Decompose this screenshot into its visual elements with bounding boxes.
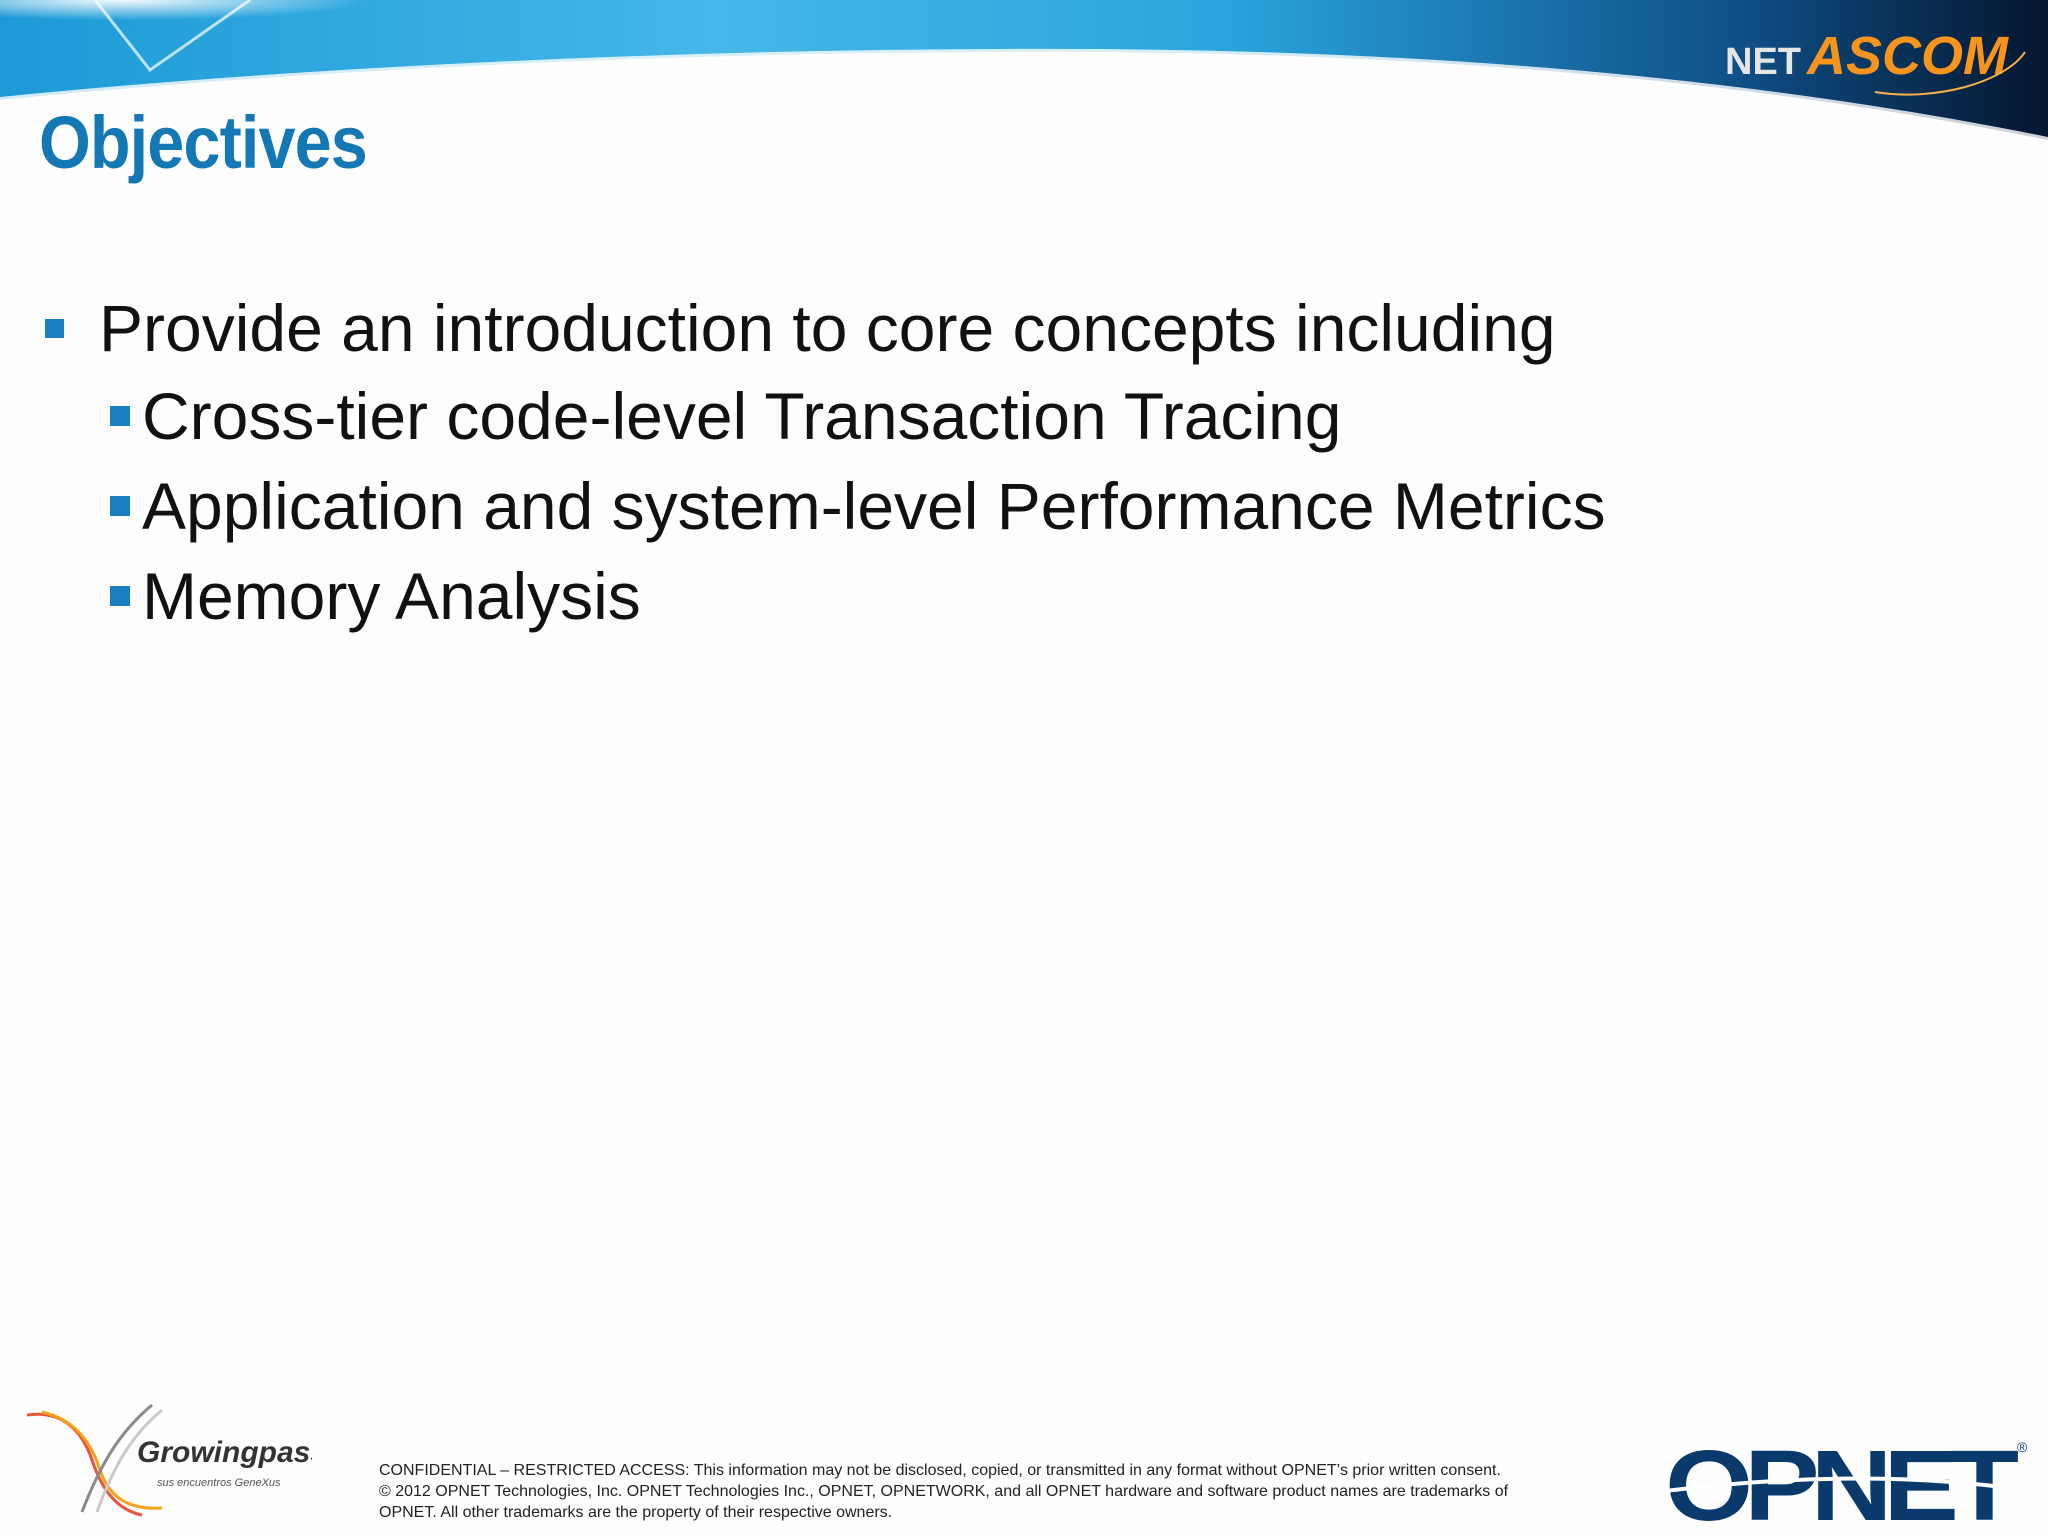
footer-line: CONFIDENTIAL – RESTRICTED ACCESS: This information may not be disclosed, copied, or transmitted in any format without OPNET’s prior written consent. (379, 1462, 1501, 1479)
growingpass-tagline-text: sus encuentros GeneXus (157, 1477, 281, 1489)
opnet-logo-text: OPNET (1665, 1436, 2019, 1528)
sub-bullet-item (110, 378, 1341, 454)
netascom-logo-ascom-text: ASCOM (1807, 26, 2008, 86)
netascom-logo-net-text: NET (1725, 41, 1801, 83)
netascom-logo (1725, 22, 2035, 106)
bullet-item (45, 290, 1556, 366)
growingpass-logo-text: Growingpass (137, 1436, 312, 1469)
slide-title: Objectives (39, 101, 367, 184)
footer-disclaimer (379, 1460, 1629, 1523)
bullet-text: Provide an introduction to core concepts including (99, 291, 1556, 365)
opnet-logo (1665, 1436, 2037, 1528)
sub-bullet-text: Memory Analysis (142, 559, 641, 633)
growingpass-logo (22, 1400, 312, 1518)
sub-bullet-text: Cross-tier code-level Transaction Tracing (142, 379, 1342, 453)
footer-line: OPNET. All other trademarks are the property of their respective owners. (379, 1504, 893, 1521)
sub-bullet-text: Application and system-level Performance Metrics (142, 469, 1606, 543)
bullet-square-icon (110, 496, 130, 516)
footer-line: © 2012 OPNET Technologies, Inc. OPNET Technologies Inc., OPNET, OPNETWORK, and all OPNET hardware and software product names are trademarks of (379, 1483, 1509, 1500)
sub-bullet-item (110, 558, 641, 634)
bullet-square-icon (110, 586, 130, 606)
opnet-registered-mark: ® (2017, 1439, 2028, 1455)
bullet-square-icon (110, 406, 130, 426)
sub-bullet-item (110, 468, 1606, 544)
bullet-square-icon (45, 319, 64, 338)
